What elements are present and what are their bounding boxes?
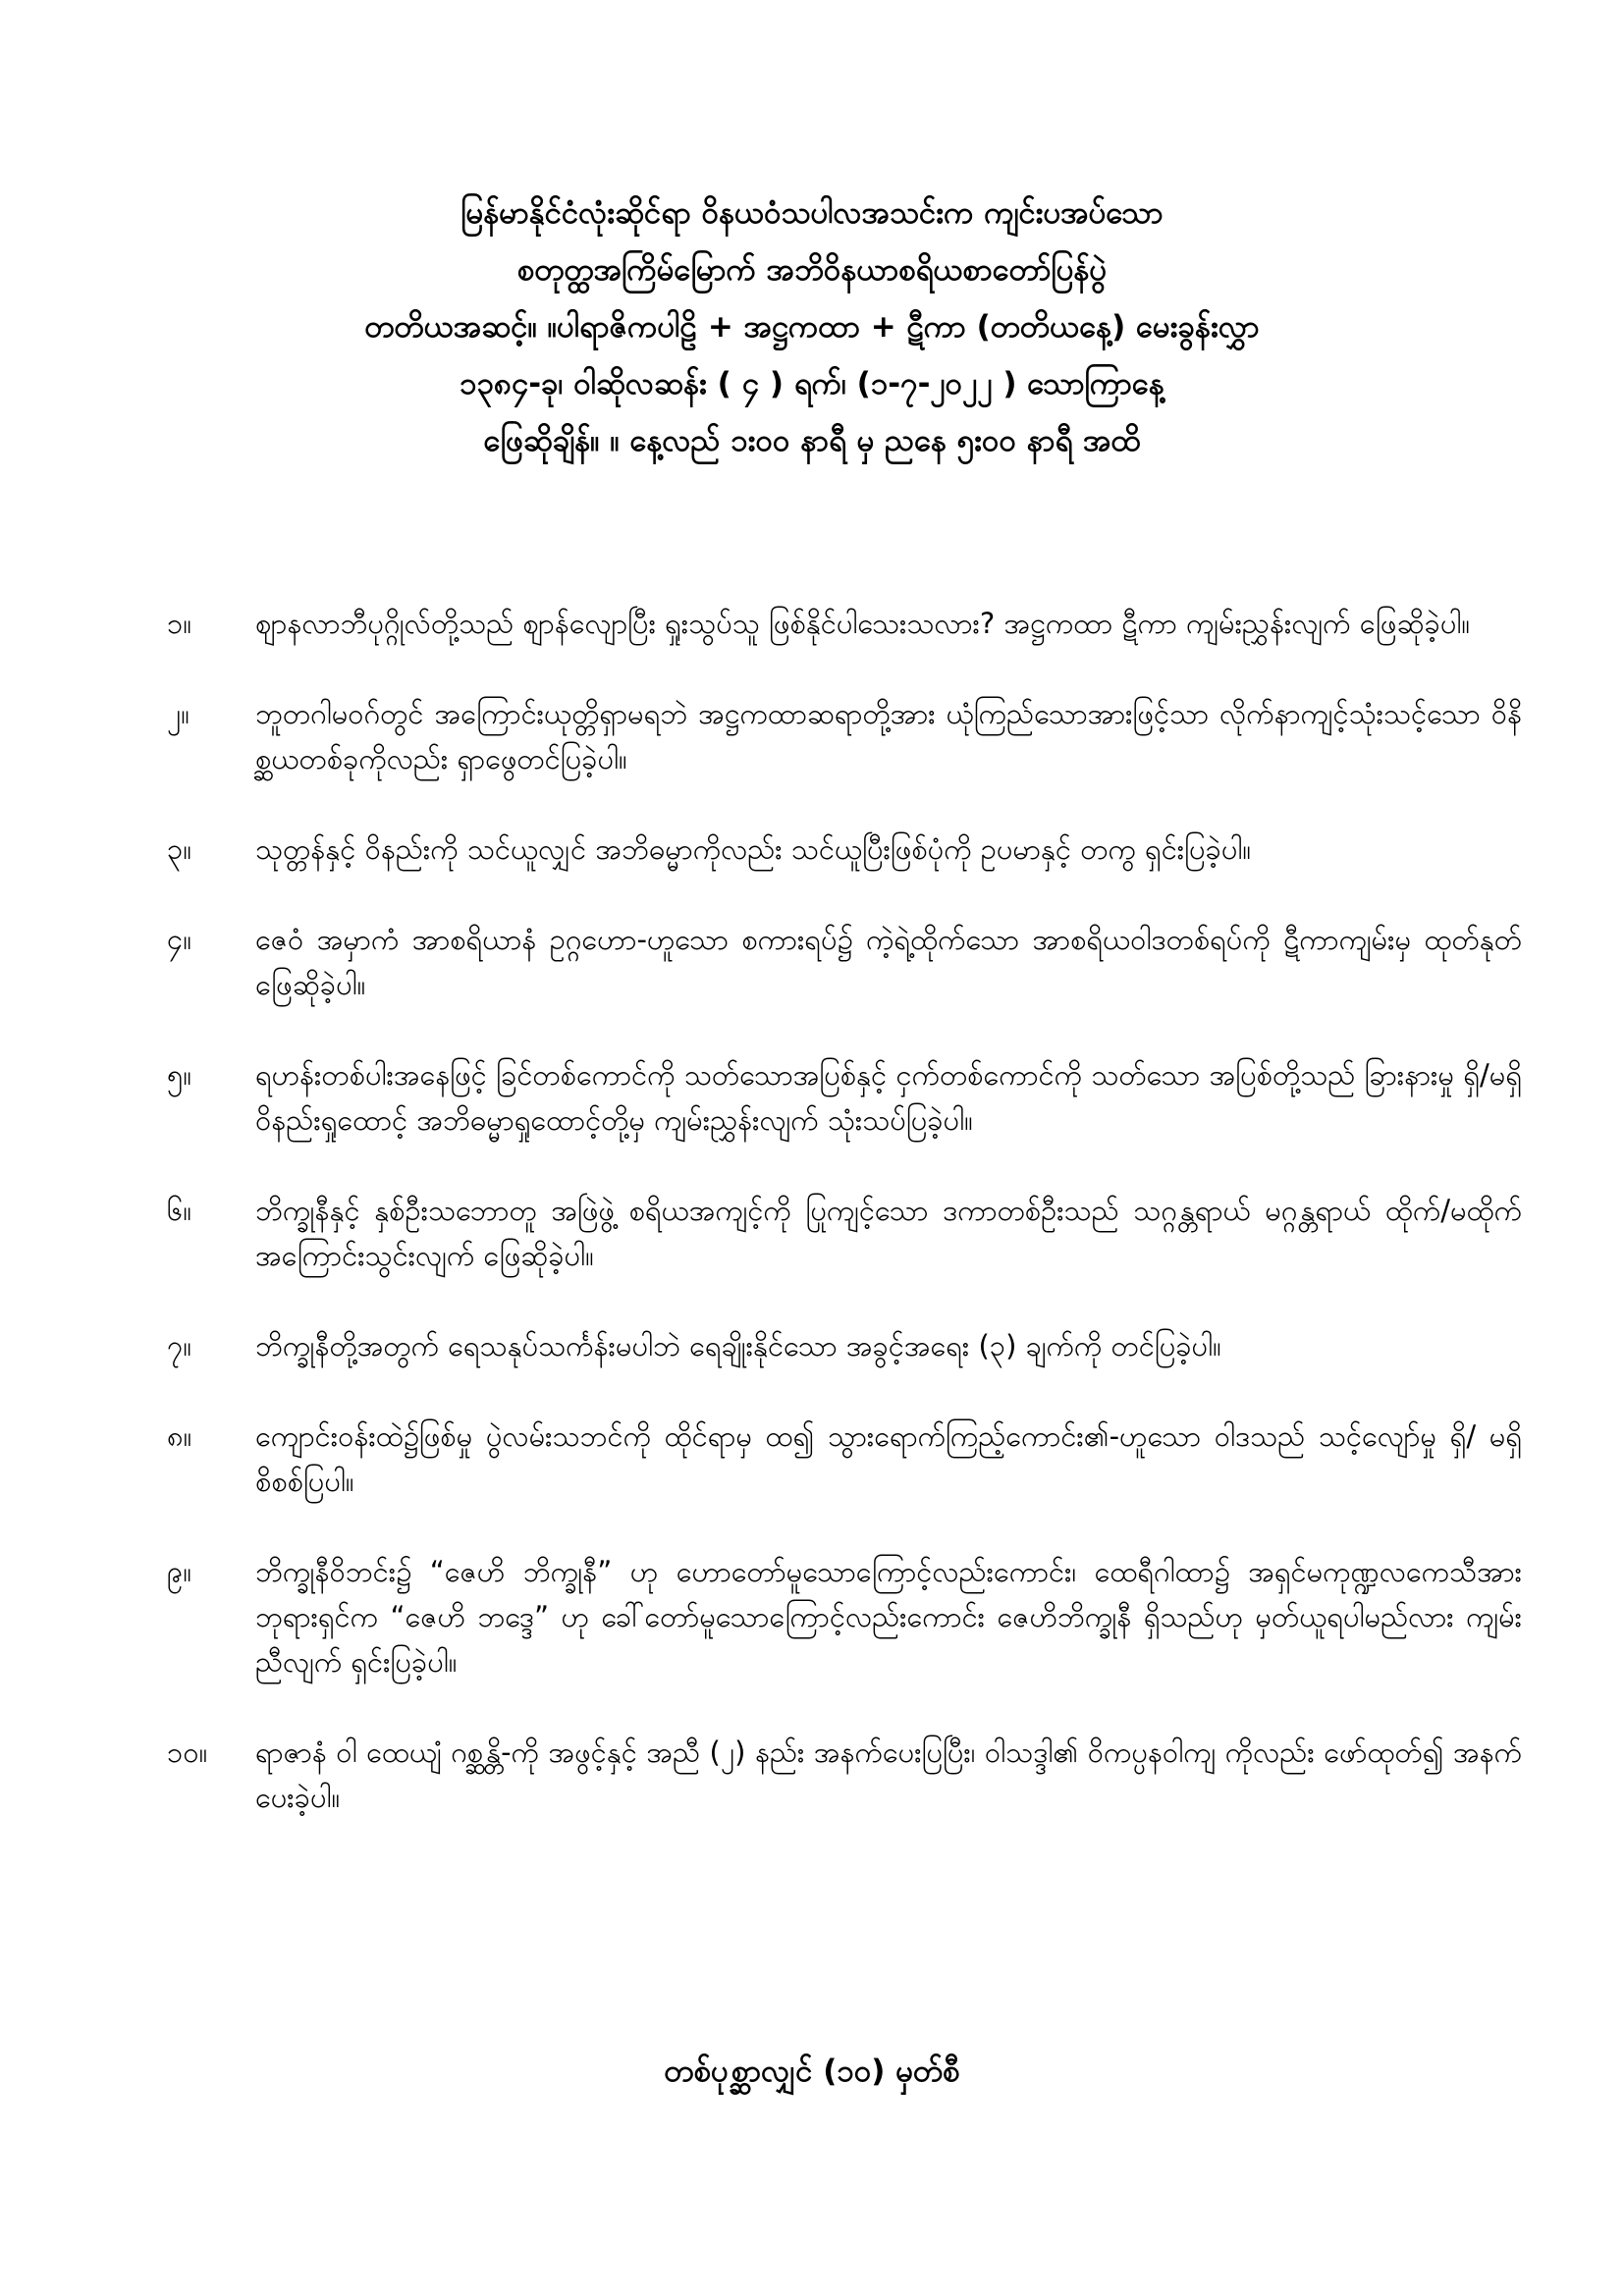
question-item: [167, 1052, 1522, 1143]
header-line-exam-name: စတုတ္ထအကြိမ်မြောက် အဘိဝိနယာစရိယစာတော်ပြန်ပွဲ: [516, 252, 1108, 288]
question-text: ကျောင်းဝန်းထဲ၌ဖြစ်မှု ပွဲလမ်းသဘင်ကို ထိုင်ရာမှ ထ၍ သွားရောက်ကြည့်ကောင်း၏-ဟူသော ဝါဒသည် သင့်လျော်မှု ရှိ/ မရှိ စိစစ်ပြပါ။: [255, 1419, 1522, 1498]
question-item: [167, 1549, 1522, 1684]
question-item: [167, 601, 1522, 646]
question-number: ၉။: [167, 1555, 192, 1588]
question-item: [167, 1414, 1522, 1504]
question-text: ဘူတဂါမဝဂ်တွင် အကြောင်းယုတ္တိရှာမရဘဲ အဋ္ဌကထာဆရာတို့အား ယုံကြည်သောအားဖြင့်သာ လိုက်နာကျင့်သုံးသင့်သော ဝိနိစ္ဆယတစ်ခုကိုလည်း ရှာဖွေတင်ပြခဲ့ပါ။: [255, 697, 1522, 775]
question-item: [167, 691, 1522, 781]
question-text: ဇေဝံ အမှာကံ အာစရိယာနံ ဥဂ္ဂဟော-ဟူသော စကားရပ်၌ ကဲ့ရဲ့ထိုက်သော အာစရိယဝါဒတစ်ရပ်ကို ဋီကာကျမ်းမှ ထုတ်နုတ်ဖြေဆိုခဲ့ပါ။: [255, 923, 1522, 1001]
question-item: [167, 1188, 1522, 1278]
question-item: [167, 1730, 1522, 1820]
marks-note: တစ်ပုစ္ဆာလျှင် (၁၀) မှတ်စီ: [664, 2054, 960, 2089]
header-line-time: ဖြေဆိုချိန်။ ။ နေ့လည် ၁း၀၀ နာရီ မှ ညနေ ၅း၀၀ နာရီ အထိ: [483, 423, 1141, 458]
question-number: ၈။: [167, 1419, 192, 1453]
question-number: ၆။: [167, 1194, 192, 1227]
header-line-date: ၁၃၈၄-ခု၊ ဝါဆိုလဆန်း ( ၄ ) ရက်၊ (၁-၇-၂၀၂၂ ) သောကြာနေ့: [460, 366, 1164, 401]
question-text: ဘိက္ခုနီတို့အတွက် ရေသနုပ်သင်္ကန်းမပါဘဲ ရေချိုးနိုင်သော အခွင့်အရေး (၃) ချက်ကို တင်ပြခဲ့ပါ။: [255, 1329, 1221, 1362]
question-text: ရဟန်းတစ်ပါးအနေဖြင့် ခြင်တစ်ကောင်ကို သတ်သောအပြစ်နှင့် ငှက်တစ်ကောင်ကို သတ်သော အပြစ်တို့သည် ခြားနားမှု ရှိ/မရှိ ဝိနည်းရှုထောင့် အဘိဓမ္မာရှုထောင့်တို့မှ ကျမ်းညွှန်းလျက် သုံးသပ်ပြခဲ့ပါ။: [255, 1058, 1522, 1137]
question-number: ၁၀။: [167, 1735, 208, 1769]
question-number: ၅။: [167, 1058, 192, 1092]
question-number: ၂။: [167, 697, 190, 730]
question-number: ၇။: [167, 1329, 192, 1362]
question-item: [167, 917, 1522, 1007]
question-text: ဘိက္ခုနီနှင့် နှစ်ဦးသဘောတူ အဖြဲဖွဲ့ စရိယအကျင့်ကို ပြုကျင့်သော ဒကာတစ်ဦးသည် သဂ္ဂန္တရာယ် မဂ္ဂန္တရာယ် ထိုက်/မထိုက် အကြောင်းသွင်းလျက် ဖြေဆိုခဲ့ပါ။: [255, 1194, 1522, 1272]
question-list: [167, 601, 1522, 1865]
question-number: ၃။: [167, 832, 192, 866]
question-number: ၁။: [167, 607, 192, 640]
question-text: သုတ္တန်နှင့် ဝိနည်းကို သင်ယူလျှင် အဘိဓမ္မာကိုလည်း သင်ယူပြီးဖြစ်ပုံကို ဥပမာနှင့် တကွ ရှင်းပြခဲ့ပါ။: [255, 832, 1252, 866]
header-line-organizer: မြန်မာနိုင်ငံလုံးဆိုင်ရာ ဝိနယဝံသပါလအသင်းက ကျင်းပအပ်သော: [460, 195, 1164, 231]
exam-header: [0, 185, 1624, 469]
question-number: ၄။: [167, 923, 192, 956]
question-text: ရာဇာနံ ဝါ ထေယျံ ဂစ္ဆန္တိ-ကို အဖွင့်နှင့် အညီ (၂) နည်း အနက်ပေးပြပြီး၊ ဝါသဒ္ဒါ၏ ဝိကပ္ပနဝါကျ ကိုလည်း ဖော်ထုတ်၍ အနက်ပေးခဲ့ပါ။: [255, 1735, 1522, 1814]
question-text: ဘိက္ခုနီဝိဘင်း၌ “ဇေဟိ ဘိက္ခုနီ” ဟု ဟောတော်မူသောကြောင့်လည်းကောင်း၊ ထေရီဂါထာ၌ အရှင်မကုဏ္ဍလကေသီအား ဘုရားရှင်က “ဇေဟိ ဘဒ္ဒေ” ဟု ခေါ်တော်မူသောကြောင့်လည်းကောင်း ဇေဟိဘိက္ခုနီ ရှိသည်ဟု မှတ်ယူရပါမည်လား ကျမ်းညီလျက် ရှင်းပြခဲ့ပါ။: [255, 1555, 1522, 1679]
question-text: ဈာနလာဘီပုဂ္ဂိုလ်တို့သည် ဈာန်လျောပြီး ရှုးသွပ်သူ ဖြစ်နိုင်ပါသေးသလား? အဋ္ဌကထာ ဋီကာ ကျမ်းညွှန်းလျက် ဖြေဆိုခဲ့ပါ။: [255, 607, 1471, 640]
question-item: [167, 1323, 1522, 1368]
header-line-level-subject: တတိယအဆင့်။ ။ပါရာဇိကပါဠိ + အဋ္ဌကထာ + ဋီကာ (တတိယနေ့) မေးခွန်းလွှာ: [364, 309, 1260, 345]
question-item: [167, 827, 1522, 872]
